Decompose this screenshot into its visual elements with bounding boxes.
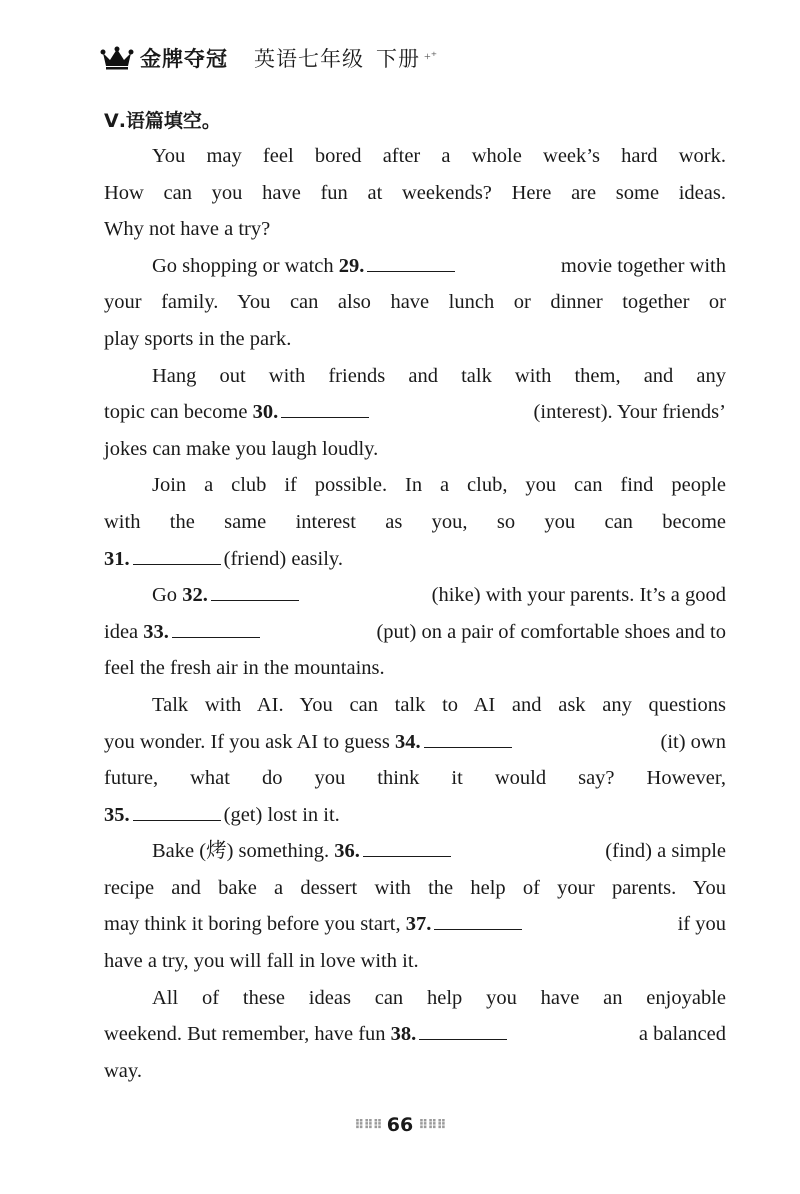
blank-number-29: 29. (338, 254, 365, 277)
passage-line: weekend. But remember, have fun 38. a balanced (104, 1016, 726, 1053)
passage-line: feel the fresh air in the mountains. (104, 657, 385, 680)
passage-line: Bake (烤) something. 36. (find) a simple (104, 833, 726, 870)
passage-line: How can you have fun at weekends? Here are some ideas. (104, 181, 726, 204)
blank-36[interactable] (363, 836, 451, 857)
passage (104, 138, 726, 1089)
decorative-stars: +⁺ (424, 48, 438, 63)
blank-34[interactable] (424, 727, 512, 748)
blank-31[interactable] (133, 544, 221, 565)
passage-line: play sports in the park. (104, 327, 292, 350)
passage-line: Why not have a try? (104, 218, 271, 241)
page-footer (0, 1114, 800, 1136)
dots-decoration-right: ⠿⠿⠿ (418, 1118, 446, 1133)
passage-line: have a try, you will fall in love with it. (104, 950, 419, 973)
page-header (100, 38, 437, 78)
passage-line: recipe and bake a dessert with the help of your parents. You (104, 876, 726, 899)
blank-30[interactable] (281, 397, 369, 418)
blank-number-33: 33. (143, 620, 169, 643)
crown-icon (100, 46, 134, 70)
passage-line: Go shopping or watch 29. movie together with (104, 248, 726, 285)
blank-35[interactable] (133, 800, 221, 821)
passage-line: 35. (get) lost in it. (104, 797, 726, 834)
passage-line: may think it boring before you start, 37. if you (104, 906, 726, 943)
section-title: Ⅴ.语篇填空。 (104, 110, 221, 132)
blank-number-35: 35. (104, 803, 130, 826)
volume-label: 下册 (376, 47, 420, 71)
passage-line: Talk with AI. You can talk to AI and ask any questions (152, 693, 726, 716)
blank-number-30: 30. (252, 401, 279, 424)
passage-line: Hang out with friends and talk with them, and any (152, 364, 726, 387)
passage-line: Go 32. (hike) with your parents. It’s a good (104, 577, 726, 614)
blank-number-37: 37. (405, 913, 432, 936)
blank-number-36: 36. (334, 840, 360, 863)
blank-number-38: 38. (390, 1023, 417, 1046)
page-number: 66 (386, 1114, 414, 1136)
blank-number-31: 31. (104, 547, 130, 570)
series-title: 金牌夺冠 (140, 47, 228, 71)
passage-line: idea 33. (put) on a pair of comfortable shoes and to (104, 614, 726, 651)
passage-line: Join a club if possible. In a club, you can find people (152, 474, 726, 497)
blank-number-32: 32. (182, 584, 208, 607)
blank-33[interactable] (172, 617, 260, 638)
blank-37[interactable] (434, 909, 522, 930)
blank-29[interactable] (367, 251, 455, 272)
passage-line: future, what do you think it would say? However, (104, 767, 726, 790)
passage-line: 31. (friend) easily. (104, 541, 726, 578)
passage-line: topic can become 30. (interest). Your friends’ (104, 394, 726, 431)
passage-line: your family. You can also have lunch or dinner together or (104, 291, 726, 314)
passage-line: All of these ideas can help you have an enjoyable (152, 986, 726, 1009)
passage-line: jokes can make you laugh loudly. (104, 437, 379, 460)
passage-line: You may feel bored after a whole week’s hard work. (152, 145, 726, 167)
passage-line: way. (104, 1059, 142, 1082)
blank-number-34: 34. (394, 730, 421, 753)
blank-32[interactable] (211, 580, 299, 601)
book-title: 英语七年级 (254, 47, 364, 71)
passage-line: you wonder. If you ask AI to guess 34. (it) own (104, 724, 726, 761)
blank-38[interactable] (419, 1019, 507, 1040)
passage-line: with the same interest as you, so you can become (104, 510, 726, 533)
dots-decoration-left: ⠿⠿⠿ (354, 1118, 382, 1133)
